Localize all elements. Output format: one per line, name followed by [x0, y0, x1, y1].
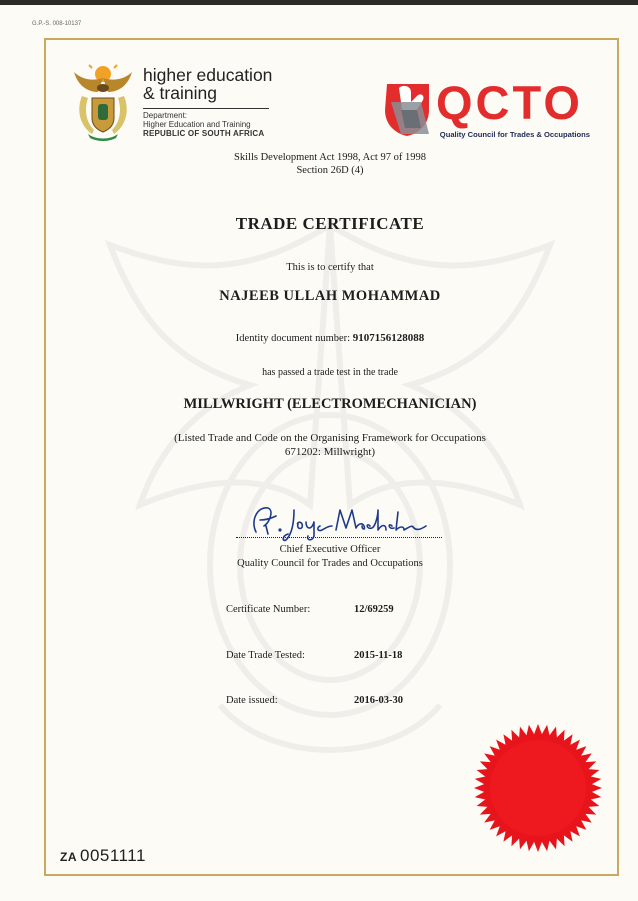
coat-of-arms-watermark	[70, 185, 590, 785]
signatory-block	[60, 543, 600, 571]
red-seal-icon	[472, 722, 604, 854]
form-code: G.P.-S. 008-10137	[32, 21, 82, 27]
top-edge-strip	[0, 0, 638, 5]
ofo-listing	[60, 431, 600, 459]
coat-of-arms-icon	[72, 64, 134, 142]
act-line: Skills Development Act 1998, Act 97 of 1998	[234, 152, 426, 163]
signatory-organisation: Quality Council for Trades and Occupations	[237, 558, 423, 569]
passed-text: has passed a trade test in the trade	[262, 367, 398, 378]
date-tested-label: Date Trade Tested:	[226, 650, 305, 661]
serial-digits: 0051111	[80, 846, 146, 865]
identity-number: 9107156128088	[352, 332, 425, 344]
date-issued-label: Date issued:	[226, 695, 278, 706]
signatory-title: Chief Executive Officer	[279, 544, 381, 555]
department-title-line2: & training	[143, 83, 217, 103]
serial-prefix: ZA	[60, 850, 77, 864]
certify-text: This is to certify that	[286, 262, 374, 273]
department-subtitle	[143, 111, 293, 138]
certificate-number-value: 12/69259	[354, 604, 394, 615]
ofo-line2: 671202: Millwright)	[284, 446, 376, 458]
qcto-wordmark: QCTO	[436, 76, 583, 129]
signature-line	[236, 537, 442, 538]
department-divider	[143, 108, 269, 109]
holder-name: NAJEEB ULLAH MOHAMMAD	[219, 288, 441, 304]
date-tested-value: 2015-11-18	[354, 650, 403, 661]
identity-label: Identity document number:	[235, 333, 351, 344]
section-line: Section 26D (4)	[296, 165, 364, 176]
department-name: Higher Education and Training	[143, 120, 251, 129]
qcto-tagline: Quality Council for Trades & Occupations	[439, 130, 590, 139]
certificate-number-label: Certificate Number:	[226, 604, 311, 615]
ceo-signature	[236, 496, 446, 546]
certificate-title: TRADE CERTIFICATE	[235, 214, 425, 233]
department-title-line1: higher education	[143, 65, 273, 85]
republic-label: REPUBLIC OF SOUTH AFRICA	[143, 129, 265, 138]
trade-name: MILLWRIGHT (ELECTROMECHANICIAN)	[183, 396, 477, 412]
qcto-hand-icon	[377, 80, 437, 138]
act-reference	[60, 151, 600, 177]
ofo-line1: (Listed Trade and Code on the Organising Framework for Occupations	[174, 432, 486, 444]
department-title	[143, 66, 283, 102]
serial-number	[60, 846, 146, 866]
date-issued-value: 2016-03-30	[354, 695, 403, 706]
identity-line	[60, 332, 600, 344]
department-label: Department:	[143, 111, 188, 120]
